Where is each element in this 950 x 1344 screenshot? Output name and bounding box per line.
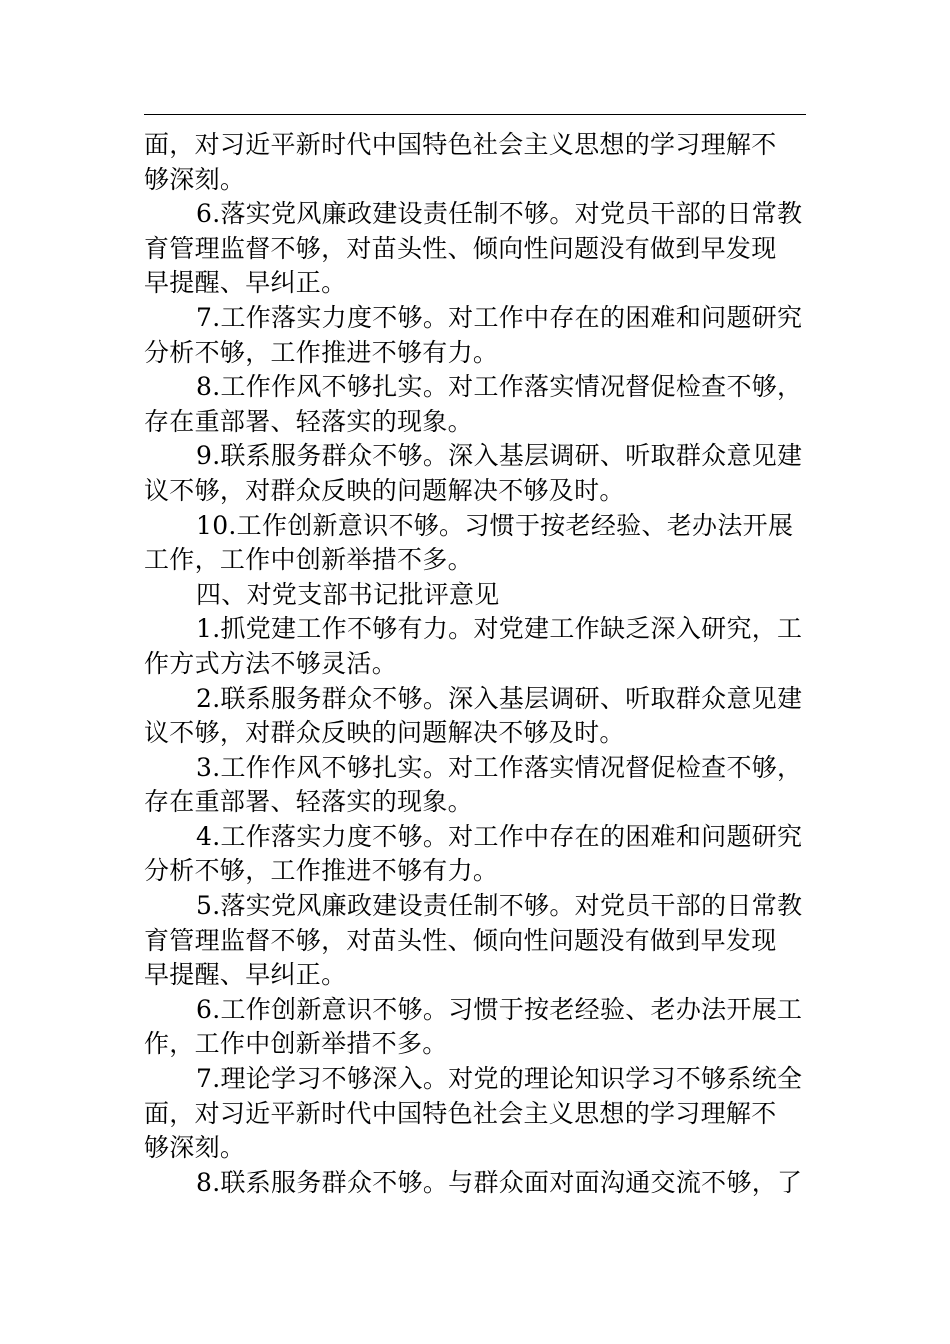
paragraph: 面，对习近平新时代中国特色社会主义思想的学习理解不 够深刻。 — [144, 130, 777, 194]
paragraph: 7.工作落实力度不够。对工作中存在的困难和问题研究 分析不够，工作推进不够有力。 — [144, 302, 803, 367]
header-rule — [144, 114, 806, 115]
paragraph: 9.联系服务群众不够。深入基层调研、听取群众意见建 议不够，对群众反映的问题解决不够及时。 — [144, 441, 803, 505]
paragraph: 6.工作创新意识不够。习惯于按老经验、老办法开展工 作，工作中创新举措不多。 — [144, 994, 803, 1059]
paragraph: 5.落实党风廉政建设责任制不够。对党员干部的日常教 育管理监督不够，对苗头性、倾向性问题没有做到早发现 早提醒、早纠正。 — [144, 891, 803, 990]
paragraph: 3.工作作风不够扎实。对工作落实情况督促检查不够， 存在重部署、轻落实的现象。 — [144, 752, 803, 817]
paragraph: 1.抓党建工作不够有力。对党建工作缺乏深入研究，工 作方式方法不够灵活。 — [144, 614, 803, 678]
paragraph: 2.联系服务群众不够。深入基层调研、听取群众意见建 议不够，对群众反映的问题解决不够及时。 — [144, 683, 803, 748]
paragraph: 4.工作落实力度不够。对工作中存在的困难和问题研究 分析不够，工作推进不够有力。 — [144, 821, 803, 886]
paragraph: 8.联系服务群众不够。与群众面对面沟通交流不够，了 — [196, 1167, 803, 1197]
paragraph: 10.工作创新意识不够。习惯于按老经验、老办法开展 工作，工作中创新举措不多。 — [144, 510, 794, 575]
document-body — [144, 128, 806, 1200]
section-heading: 四、对党支部书记批评意见 — [196, 579, 500, 609]
paragraph: 6.落实党风廉政建设责任制不够。对党员干部的日常教 育管理监督不够，对苗头性、倾向性问题没有做到早发现 早提醒、早纠正。 — [144, 199, 803, 298]
paragraph: 7.理论学习不够深入。对党的理论知识学习不够系统全 面，对习近平新时代中国特色社会主义思想的学习理解不 够深刻。 — [144, 1064, 803, 1163]
paragraph: 8.工作作风不够扎实。对工作落实情况督促检查不够， 存在重部署、轻落实的现象。 — [144, 372, 803, 436]
